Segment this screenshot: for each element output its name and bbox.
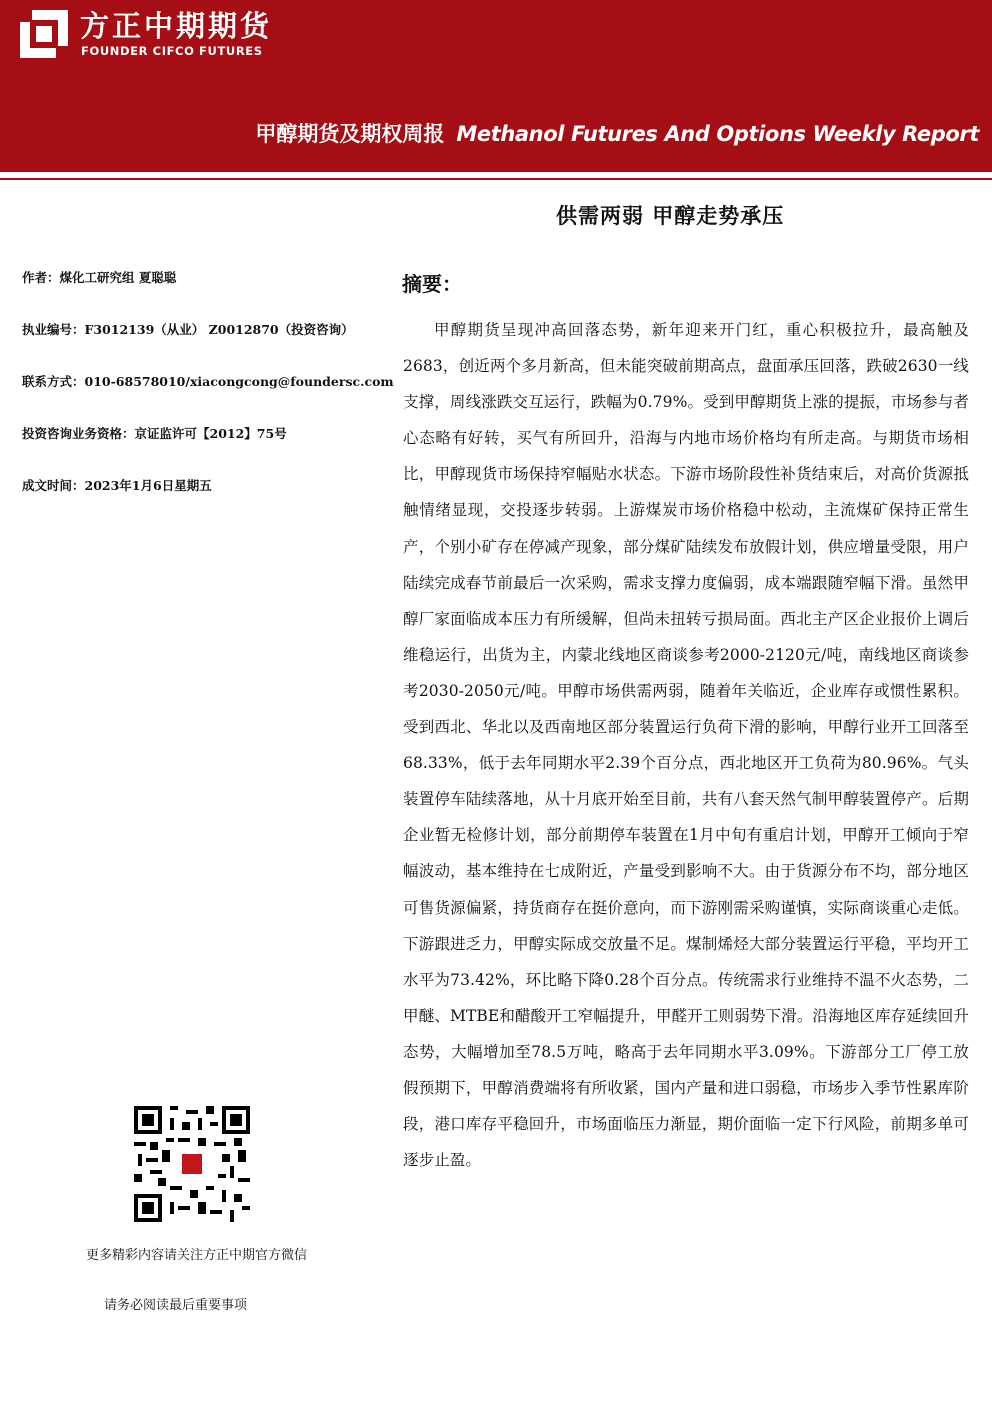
contact-value: 010-68578010/xiacongcong@foundersc.com (84, 374, 394, 389)
header-banner (0, 0, 992, 172)
contact-line (22, 372, 394, 390)
author-value: 煤化工研究组 夏聪聪 (59, 270, 177, 285)
author-label: 作者： (22, 270, 60, 285)
qualification-value: 京证监许可【2012】75号 (134, 426, 287, 441)
license-value: F3012139（从业） Z0012870（投资咨询） (84, 322, 354, 337)
wechat-qr-code-icon (134, 1106, 250, 1222)
date-line (22, 476, 212, 494)
logo-text-en: FOUNDER CIFCO FUTURES (81, 44, 263, 58)
header-divider (0, 172, 992, 180)
abstract-body: 甲醇期货呈现冲高回落态势，新年迎来开门红，重心积极拉升，最高触及2683，创近两个多月新高，但未能突破前期高点，盘面承压回落，跌破2630一线支撑，周线涨跌交互运行，跌幅为0.79%。受到甲醇期货上涨的提振，市场参与者心态略有好转，买气有所回升，沿海与内地市场价格均有所走高。与期货市场相比，甲醇现货市场保持窄幅贴水状态。下游市场阶段性补货结束后，对高价货源抵触情绪显现，交投逐步转弱。上游煤炭市场价格稳中松动，主流煤矿保持正常生产，个别小矿存在停减产现象，部分煤矿陆续发布放假计划，供应增量受限，用户陆续完成春节前最后一次采购，需求支撑力度偏弱，成本端跟随窄幅下滑。虽然甲醇厂家面临成本压力有所缓解，但尚未扭转亏损局面。西北主产区企业报价上调后维稳运行，出货为主，内蒙北线地区商谈参考2000-2120元/吨，南线地区商谈参考2030-2050元/吨。甲醇市场供需两弱，随着年关临近，企业库存或惯性累积。受到西北、华北以及西南地区部分装置运行负荷下滑的影响，甲醇行业开工回落至68.33%，低于去年同期水平2.39个百分点，西北地区开工负荷为80.96%。气头装置停车陆续落地，从十月底开始至目前，共有八套天然气制甲醇装置停产。后期企业暂无检修计划，部分前期停车装置在1月中旬有重启计划，甲醇开工倾向于窄幅波动，基本维持在七成附近，产量受到影响不大。由于货源分布不均，部分地区可售货源偏紧，持货商存在挺价意向，而下游刚需采购谨慎，实际商谈重心走低。下游跟进乏力，甲醇实际成交放量不足。煤制烯烃大部分装置运行平稳，平均开工水平为73.42%，环比略下降0.28个百分点。传统需求行业维持不温不火态势，二甲醚、MTBE和醋酸开工窄幅提升，甲醛开工则弱势下滑。沿海地区库存延续回升态势，大幅增加至78.5万吨，略高于去年同期水平3.09%。下游部分工厂停工放假预期下，甲醇消费端将有所收紧，国内产量和进口弱稳，市场步入季节性累库阶段，港口库存平稳回升，市场面临压力渐显，期价面临一定下行风险，前期多单可逐步止盈。 (403, 321, 969, 1170)
qualification-line (22, 424, 287, 442)
disclaimer-notice: 请务必阅读最后重要事项 (104, 1298, 248, 1313)
date-label: 成文时间： (22, 478, 85, 493)
report-title-cn: 甲醇期货及期权周报 (255, 122, 445, 146)
founder-logo-icon (18, 8, 70, 60)
logo-text-cn: 方正中期期货 (80, 9, 273, 43)
abstract-heading: 摘要： (402, 272, 462, 296)
report-title (255, 118, 979, 148)
contact-label: 联系方式： (22, 374, 85, 389)
license-label: 执业编号： (22, 322, 85, 337)
license-line (22, 320, 354, 338)
date-value: 2023年1月6日星期五 (84, 478, 212, 493)
report-title-en: Methanol Futures And Options Weekly Report (456, 122, 979, 146)
author-line (22, 268, 176, 286)
qualification-label: 投资咨询业务资格： (22, 426, 135, 441)
report-headline: 供需两弱 甲醇走势承压 (556, 204, 785, 228)
qr-caption: 更多精彩内容请关注方正中期官方微信 (86, 1248, 308, 1263)
